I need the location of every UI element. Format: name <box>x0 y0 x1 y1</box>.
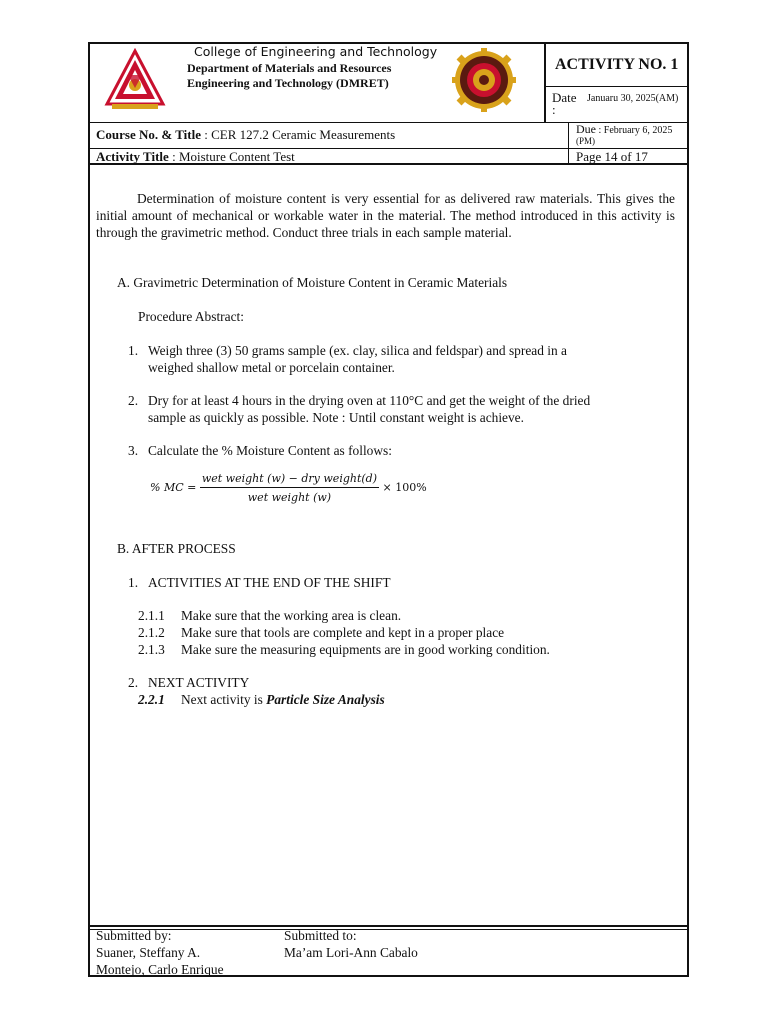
step-number: 1. <box>128 343 139 358</box>
triangle-emblem-logo <box>104 48 166 112</box>
step-number: 3. <box>128 443 139 458</box>
b1-title: ACTIVITIES AT THE END OF THE SHIFT <box>148 575 391 590</box>
b2-title: NEXT ACTIVITY <box>148 675 250 690</box>
step-number: 2. <box>128 393 139 408</box>
formula-numerator: wet weight (w) − dry weight(d) <box>200 472 379 488</box>
section-a-heading: A. Gravimetric Determination of Moisture Content in Ceramic Materials <box>117 275 508 290</box>
due-label: Due <box>576 122 596 136</box>
b1-item-text: Make sure the measuring equipments are in good working condition. <box>181 642 550 657</box>
due-suffix: (PM) <box>576 136 596 146</box>
activity-number: ACTIVITY NO. 1 <box>555 56 679 73</box>
submitted-to-name: Ma’am Lori-Ann Cabalo <box>284 945 418 960</box>
b2-item-prefix: Next activity is <box>181 692 267 707</box>
activity-title-row <box>96 149 295 165</box>
department-line-2: Engineering and Technology (DMRET) <box>187 76 389 90</box>
course-row <box>96 127 395 143</box>
b2-item-emphasis: Particle Size Analysis <box>266 692 385 707</box>
due-value: : February 6, 2025 <box>596 125 673 136</box>
date-label: Date <box>552 90 577 105</box>
activity-title-label: Activity Title <box>96 149 169 164</box>
document-frame <box>88 42 689 977</box>
date-colon: : <box>552 102 556 117</box>
formula-denominator: wet weight (w) <box>247 491 332 504</box>
b2-list-item <box>138 691 618 708</box>
b2-item-text <box>181 691 385 708</box>
b1-item-number: 2.1.3 <box>138 642 165 657</box>
activity-title-value: : Moisture Content Test <box>168 149 295 164</box>
due-row <box>576 122 672 137</box>
submitted-by-block <box>96 927 224 978</box>
intro-paragraph: Determination of moisture content is very essential for as delivered raw materials. This gives the initial amount of mechanical or workable water in the material. The method introduced in this activity is through the gravimetric method. Conduct three trials in each sample material. <box>96 191 675 240</box>
formula-lhs: % MC = <box>150 481 197 494</box>
college-name: College of Engineering and Technology <box>194 44 438 59</box>
step-item <box>128 342 608 376</box>
moisture-content-formula <box>150 472 427 504</box>
course-label: Course No. & Title <box>96 127 201 142</box>
submitted-to-label: Submitted to: <box>284 928 357 943</box>
gear-seal-logo <box>452 48 516 112</box>
activity-date-divider <box>545 86 687 87</box>
submitted-by-name: Suaner, Steffany A. <box>96 945 201 960</box>
course-value: : CER 127.2 Ceramic Measurements <box>200 127 396 142</box>
b1-heading <box>128 574 528 591</box>
b1-item-text: Make sure that the working area is clean. <box>181 608 402 623</box>
b1-item-number: 2.1.2 <box>138 625 165 640</box>
submitted-by-name: Montejo, Carlo Enrique <box>96 962 224 977</box>
b2-number: 2. <box>128 675 139 690</box>
b2-item-number: 2.2.1 <box>138 692 165 707</box>
header-column-divider <box>544 44 546 122</box>
procedure-heading: Procedure Abstract: <box>138 309 244 324</box>
submitted-by-label: Submitted by: <box>96 928 172 943</box>
b1-item-text: Make sure that tools are complete and kept in a proper place <box>181 625 505 640</box>
b1-number: 1. <box>128 575 139 590</box>
step-text: Dry for at least 4 hours in the drying oven at 110°C and get the weight of the dried sample as quickly as possible. Note : Until constant weight is achieve. <box>148 393 591 425</box>
step-item <box>128 442 608 459</box>
section-b-heading: B. AFTER PROCESS <box>117 541 236 556</box>
b1-list-item <box>138 624 638 641</box>
submitted-to-block <box>284 927 418 961</box>
due-column-divider <box>568 122 569 163</box>
formula-rhs: × 100% <box>382 481 427 494</box>
b1-list <box>138 607 638 658</box>
b1-list-item <box>138 607 638 624</box>
b1-list-item <box>138 641 638 658</box>
step-text: Weigh three (3) 50 grams sample (ex. clay, silica and feldspar) and spread in a weighed shallow metal or porcelain container. <box>148 343 567 375</box>
page-number: Page 14 of 17 <box>576 149 648 164</box>
step-text: Calculate the % Moisture Content as follows: <box>148 443 392 458</box>
b1-item-number: 2.1.1 <box>138 608 165 623</box>
step-item <box>128 392 618 426</box>
department-line-1: Department of Materials and Resources <box>187 61 392 75</box>
formula-fraction <box>200 472 379 504</box>
date-value: Januaru 30, 2025(AM) <box>587 93 679 104</box>
b2-heading <box>128 674 528 691</box>
